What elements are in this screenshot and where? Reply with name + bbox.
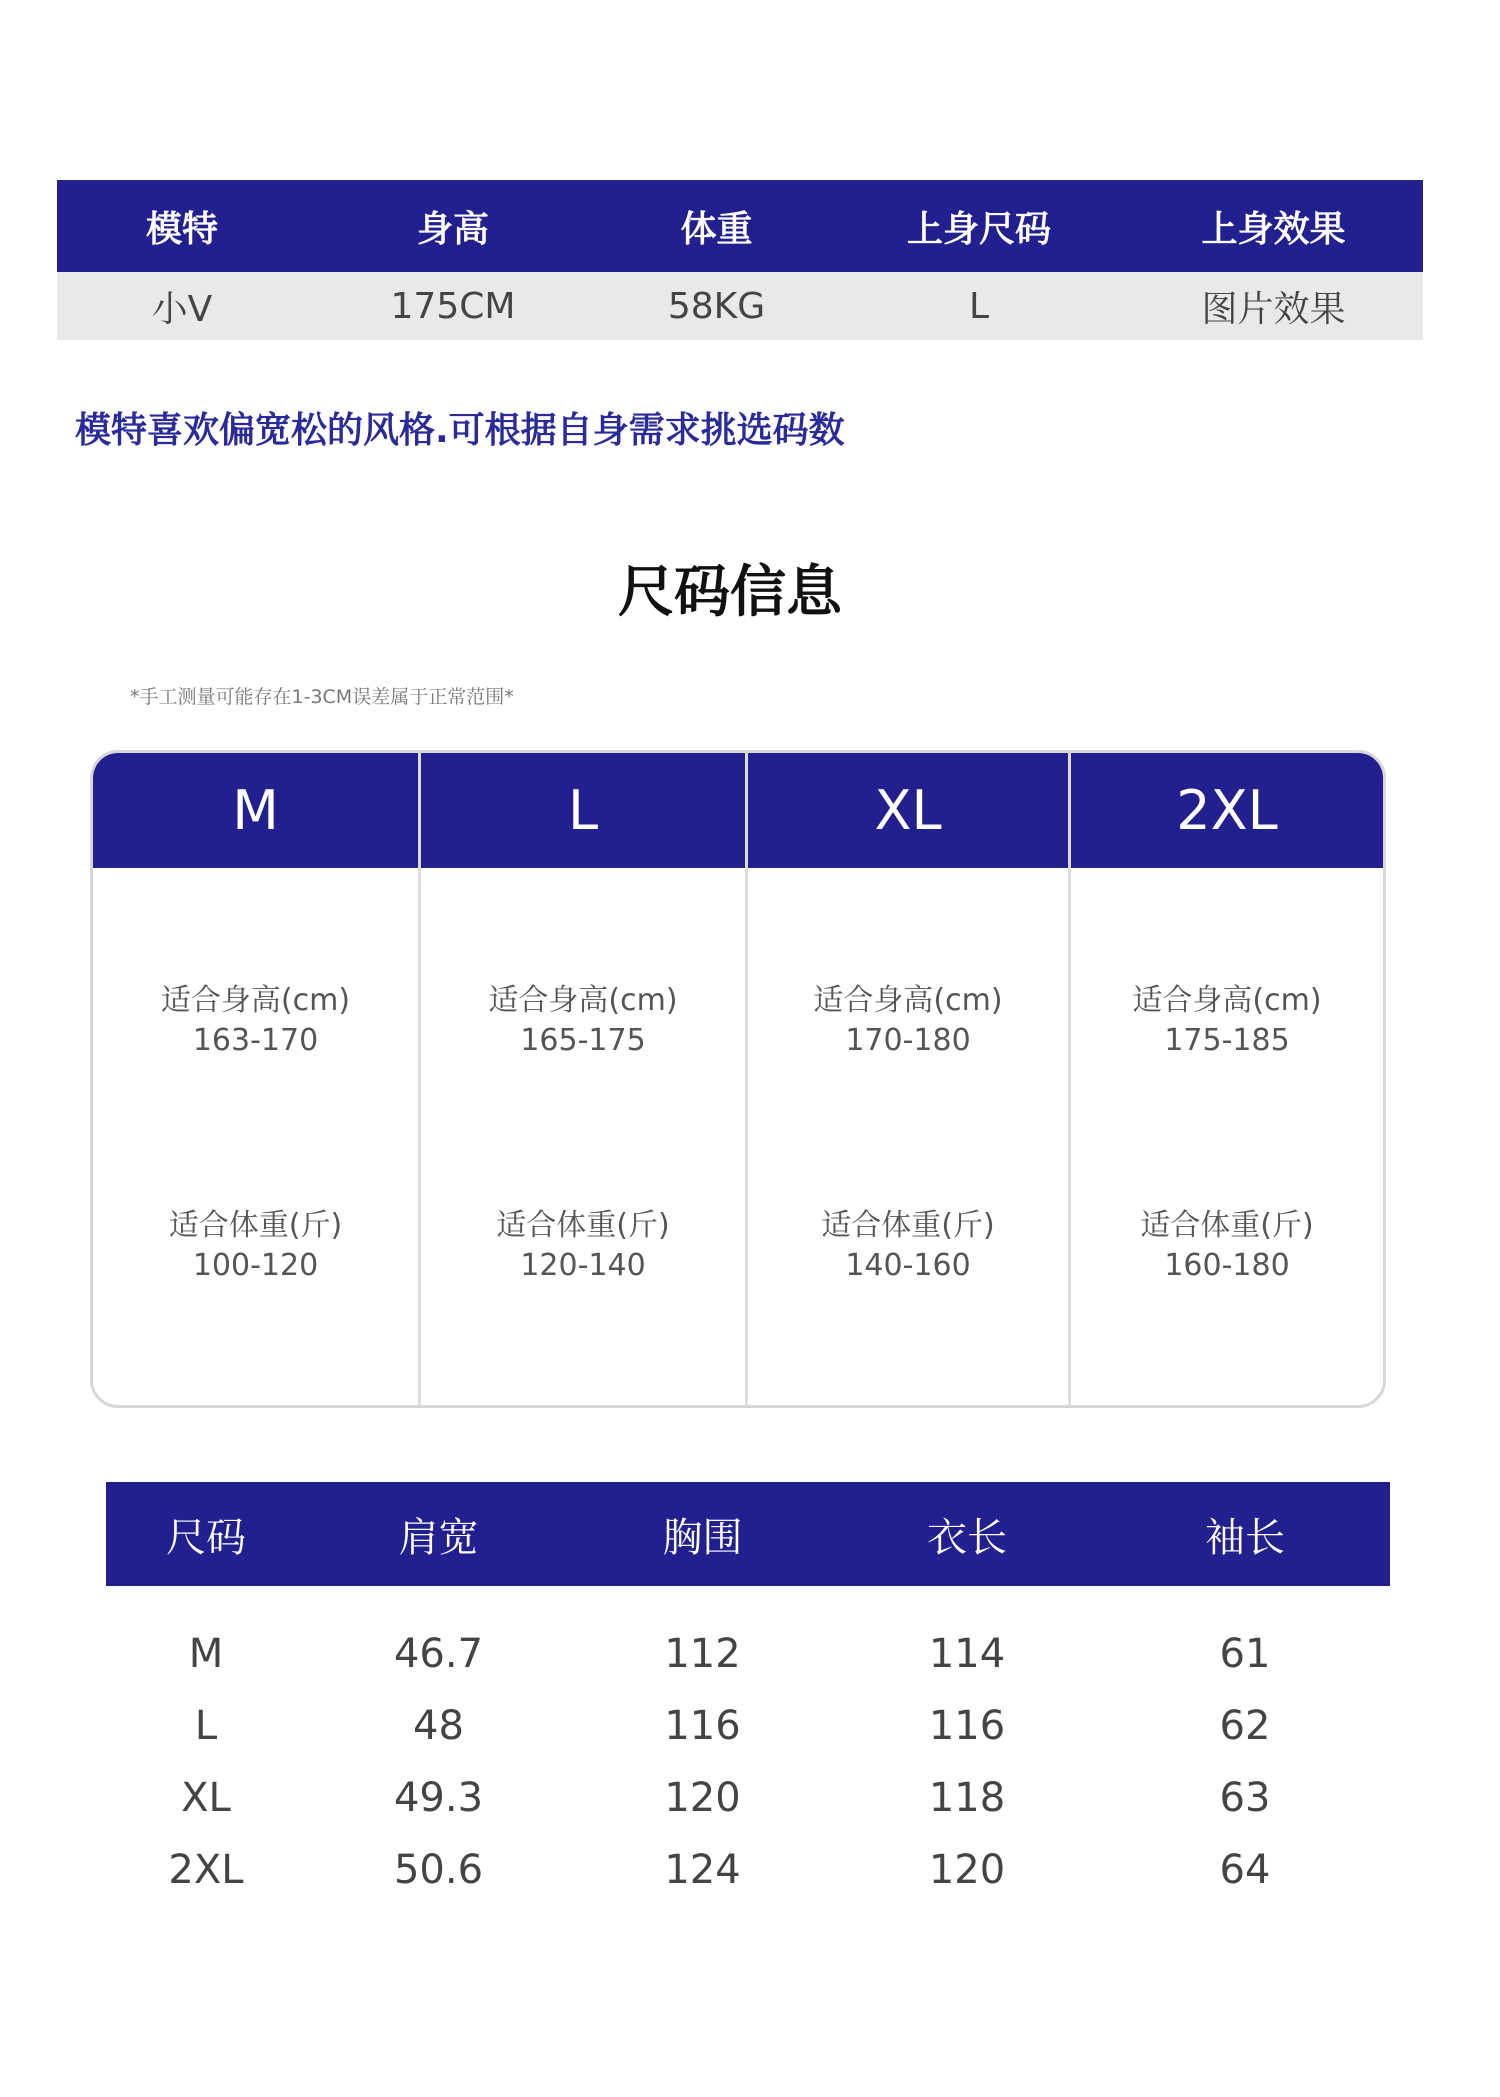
- table-cell: 58KG: [667, 285, 766, 327]
- weight-label: 适合体重(斤): [821, 1208, 995, 1243]
- table-cell: 2XL: [168, 1847, 244, 1893]
- table-cell: 120: [664, 1775, 741, 1821]
- table-cell: XL: [181, 1775, 231, 1821]
- table-cell: 114: [928, 1631, 1006, 1677]
- table-row: [106, 1762, 1390, 1834]
- table-cell: 小V: [151, 288, 213, 330]
- header-cell: 肩宽: [398, 1514, 479, 1561]
- table-cell: 175CM: [390, 285, 516, 327]
- weight-range: 120-140: [520, 1248, 646, 1283]
- table-cell: 50.6: [393, 1847, 484, 1893]
- height-range: 163-170: [192, 1023, 319, 1058]
- height-label: 适合身高(cm): [1132, 983, 1322, 1018]
- table-cell: L: [194, 1703, 218, 1749]
- table-cell: 64: [1219, 1847, 1271, 1893]
- size-label: 2XL: [1071, 753, 1383, 868]
- height-range: 175-185: [1164, 1023, 1290, 1058]
- size-card-2xl: [1071, 753, 1383, 1405]
- header-cell: 模特: [145, 208, 218, 250]
- table-cell: 46.7: [393, 1631, 484, 1677]
- table-row: [106, 1690, 1390, 1762]
- size-cards: [90, 750, 1386, 1408]
- header-cell: 体重: [680, 208, 753, 250]
- weight-range: 140-160: [845, 1248, 971, 1283]
- table-row: [106, 1618, 1390, 1690]
- size-card-m: [93, 753, 421, 1405]
- section-title: 尺码信息: [618, 560, 842, 625]
- header-cell: 袖长: [1205, 1514, 1285, 1561]
- table-cell: 124: [664, 1847, 741, 1893]
- header-cell: 上身效果: [1201, 208, 1346, 250]
- measurement-table-body: [106, 1618, 1390, 1906]
- table-cell: 120: [928, 1847, 1006, 1893]
- height-label: 适合身高(cm): [488, 983, 678, 1018]
- table-cell: 112: [664, 1631, 741, 1677]
- header-cell: 胸围: [662, 1514, 743, 1561]
- size-label: XL: [748, 753, 1068, 868]
- header-cell: 上身尺码: [906, 208, 1051, 250]
- height-range: 165-175: [520, 1023, 646, 1058]
- style-note: 模特喜欢偏宽松的风格.可根据自身需求挑选码数: [75, 410, 845, 451]
- measurement-disclaimer: *手工测量可能存在1-3CM误差属于正常范围*: [130, 686, 514, 708]
- table-cell: 62: [1219, 1703, 1271, 1749]
- table-cell: 118: [928, 1775, 1006, 1821]
- table-cell: 61: [1219, 1631, 1271, 1677]
- table-cell: M: [188, 1631, 224, 1677]
- height-range: 170-180: [845, 1023, 971, 1058]
- model-table-row: [57, 272, 1423, 340]
- size-card-l: [421, 753, 748, 1405]
- weight-label: 适合体重(斤): [496, 1208, 670, 1243]
- weight-range: 100-120: [192, 1248, 319, 1283]
- header-cell: 尺码: [166, 1514, 246, 1561]
- table-row: [106, 1834, 1390, 1906]
- table-cell: 49.3: [393, 1775, 484, 1821]
- table-cell: 116: [928, 1703, 1006, 1749]
- measurement-table-header: [106, 1482, 1390, 1586]
- weight-range: 160-180: [1164, 1248, 1290, 1283]
- size-label: M: [93, 753, 418, 868]
- table-cell: 图片效果: [1201, 288, 1346, 330]
- table-cell: 48: [413, 1703, 464, 1749]
- header-cell: 衣长: [927, 1514, 1007, 1561]
- size-label: L: [421, 753, 745, 868]
- height-label: 适合身高(cm): [160, 983, 351, 1018]
- table-cell: L: [968, 285, 990, 327]
- header-cell: 身高: [416, 208, 489, 250]
- table-cell: 63: [1219, 1775, 1271, 1821]
- table-cell: 116: [664, 1703, 741, 1749]
- model-table-header: [57, 180, 1423, 272]
- weight-label: 适合体重(斤): [1140, 1208, 1314, 1243]
- weight-label: 适合体重(斤): [168, 1208, 343, 1243]
- model-info-table: [57, 180, 1423, 340]
- height-label: 适合身高(cm): [813, 983, 1003, 1018]
- size-card-xl: [748, 753, 1071, 1405]
